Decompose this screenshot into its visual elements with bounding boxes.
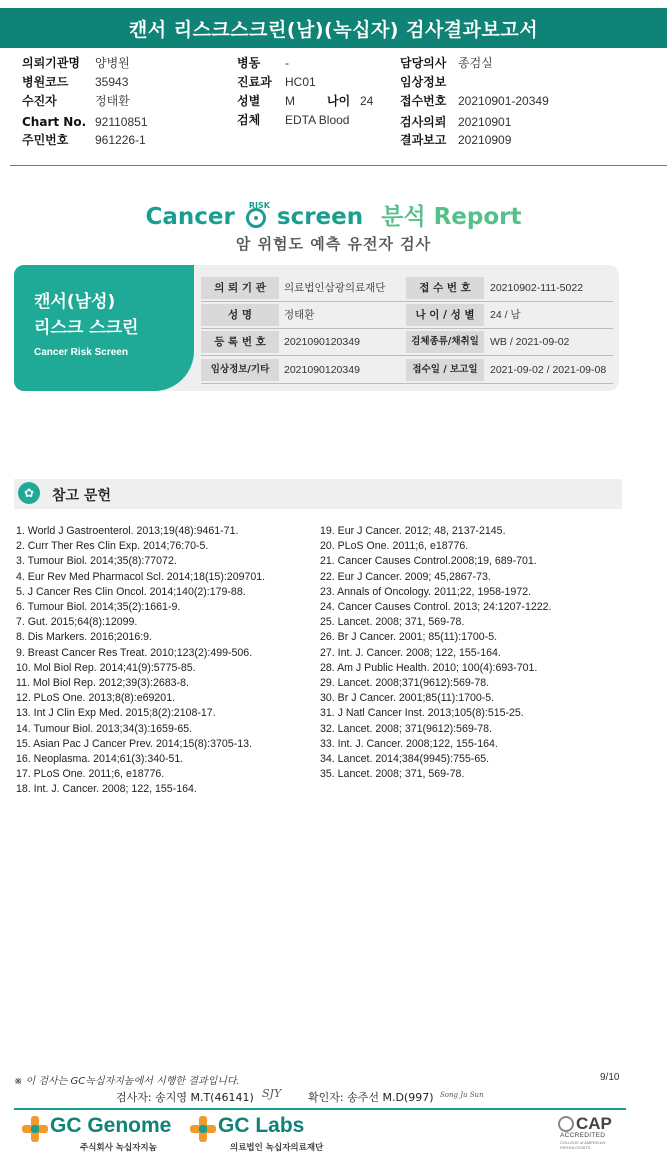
cancer-risk-screen-logo bbox=[0, 198, 667, 231]
receipt-no-value: 20210901-20349 bbox=[458, 94, 549, 108]
request-date-value: 20210901 bbox=[458, 115, 512, 129]
tester-line: 검사자: 송지영 M.T(46141) bbox=[116, 1091, 254, 1104]
product-tab bbox=[14, 265, 194, 391]
page-number: 9/10 bbox=[600, 1072, 620, 1083]
cap-accredited: ACCREDITED bbox=[560, 1132, 606, 1139]
reference-item: 24. Cancer Causes Control. 2013; 24:1207-1222. bbox=[320, 601, 552, 614]
reference-item: 14. Tumour Biol. 2013;34(3):1659-65. bbox=[16, 722, 193, 735]
gc-labs-logo bbox=[190, 1114, 350, 1154]
reference-item: 15. Asian Pac J Cancer Prev. 2014;15(8):3705-13. bbox=[16, 737, 252, 750]
brain-icon: ✿ bbox=[18, 482, 40, 504]
doctor-label: 담당의사 bbox=[400, 56, 447, 70]
reference-item: 6. Tumour Biol. 2014;35(2):1661-9. bbox=[16, 601, 181, 614]
report-title: 캔서 리스크스크린(남)(녹십자) 검사결과보고서 bbox=[128, 18, 539, 41]
reference-item: 19. Eur J Cancer. 2012; 48, 2137-2145. bbox=[320, 525, 506, 537]
card-label-registration: 등 록 번 호 bbox=[201, 331, 279, 353]
card-label-clinical: 임상정보/기타 bbox=[201, 359, 279, 381]
department-label: 진료과 bbox=[237, 75, 272, 89]
hospital-name-value: 양병원 bbox=[95, 56, 130, 70]
reference-item: 20. PLoS One. 2011;6, e18776. bbox=[320, 540, 469, 553]
department-value: HC01 bbox=[285, 75, 316, 89]
resident-no-label: 주민번호 bbox=[22, 133, 69, 147]
card-value-requester: 의료법인삼광의료재단 bbox=[284, 282, 386, 294]
reference-item: 12. PLoS One. 2013;8(8):e69201. bbox=[16, 692, 176, 705]
reference-item: 2. Curr Ther Res Clin Exp. 2014;76:70-5. bbox=[16, 540, 209, 553]
card-value-age-sex: 24 / 남 bbox=[490, 309, 521, 321]
patient-label: 수진자 bbox=[22, 94, 57, 108]
footer-divider bbox=[14, 1108, 626, 1110]
reference-item: 7. Gut. 2015;64(8):12099. bbox=[16, 616, 138, 629]
chart-no-value: 92110851 bbox=[95, 115, 148, 129]
references-list-left bbox=[16, 524, 265, 798]
card-value-registration: 2021090120349 bbox=[284, 336, 360, 348]
logo-analysis-report: 분석 Report bbox=[381, 204, 522, 230]
card-value-dates: 2021-09-02 / 2021-09-08 bbox=[490, 364, 607, 376]
card-row-divider bbox=[201, 328, 613, 329]
receipt-no-label: 접수번호 bbox=[400, 94, 447, 108]
sex-label: 성별 bbox=[237, 94, 261, 108]
chart-no-label: Chart No. bbox=[22, 115, 87, 129]
reference-item: 22. Eur J Cancer. 2009; 45,2867-73. bbox=[320, 570, 491, 583]
report-subtitle: 암 위험도 예측 유전자 검사 bbox=[235, 235, 432, 253]
logo-word-screen: screen bbox=[276, 204, 364, 230]
performed-by-note: ※ 이 검사는 GC녹십자지놈에서 시행한 결과입니다. bbox=[14, 1076, 240, 1087]
reference-item: 5. J Cancer Res Clin Oncol. 2014;140(2):179-88. bbox=[16, 585, 246, 598]
reference-item: 21. Cancer Causes Control.2008;19, 689-701. bbox=[320, 555, 537, 568]
age-label: 나이 bbox=[327, 94, 351, 108]
gc-genome-name: GC Genome bbox=[50, 1114, 172, 1137]
gc-cross-icon bbox=[22, 1116, 48, 1142]
reference-item: 16. Neoplasma. 2014;61(3):340-51. bbox=[16, 753, 184, 766]
gc-labs-sub: 의료법인 녹십자의료재단 bbox=[230, 1143, 324, 1153]
reference-item: 29. Lancet. 2008;371(9612):569-78. bbox=[320, 677, 490, 690]
confirmer-signature: Song Ju Sun bbox=[440, 1091, 484, 1099]
logo-word-cancer: Cancer bbox=[145, 204, 235, 230]
reference-item: 30. Br J Cancer. 2001;85(11):1700-5. bbox=[320, 692, 495, 705]
patient-value: 정태환 bbox=[95, 94, 130, 108]
card-value-specimen: WB / 2021-09-02 bbox=[490, 336, 570, 348]
card-label-specimen: 검체종류/채취일 bbox=[406, 331, 484, 353]
tester-signature: SJY bbox=[262, 1087, 282, 1100]
specimen-label: 검체 bbox=[237, 113, 261, 127]
gc-genome-sub: 주식회사 녹십자지놈 bbox=[80, 1143, 157, 1153]
hospital-name-label: 의뢰기관명 bbox=[22, 56, 80, 70]
product-name-en: Cancer Risk Screen bbox=[34, 347, 128, 358]
ward-value: - bbox=[285, 56, 289, 70]
doctor-value: 종검실 bbox=[458, 56, 493, 70]
product-name-line1: 캔서(남성) bbox=[34, 292, 116, 312]
reference-item: 3. Tumour Biol. 2014;35(8):77072. bbox=[16, 555, 177, 568]
logo-risk-tag: RISK bbox=[248, 200, 270, 210]
reference-item: 18. Int. J. Cancer. 2008; 122, 155-164. bbox=[16, 783, 197, 796]
gc-labs-name: GC Labs bbox=[218, 1114, 305, 1137]
reference-item: 34. Lancet. 2014;384(9945):755-65. bbox=[320, 753, 490, 766]
reference-item: 35. Lancet. 2008; 371, 569-78. bbox=[320, 768, 465, 781]
reference-item: 31. J Natl Cancer Inst. 2013;105(8):515-25. bbox=[320, 707, 524, 720]
risk-target-icon bbox=[246, 200, 270, 228]
sex-value: M bbox=[285, 94, 295, 108]
cap-seal-icon bbox=[558, 1116, 574, 1132]
card-value-name: 정태환 bbox=[284, 309, 315, 321]
reference-item: 25. Lancet. 2008; 371, 569-78. bbox=[320, 616, 465, 629]
ward-label: 병동 bbox=[237, 56, 261, 70]
reference-item: 1. World J Gastroenterol. 2013;19(48):9461-71. bbox=[16, 525, 239, 537]
reference-item: 33. Int. J. Cancer. 2008;122, 155-164. bbox=[320, 737, 498, 750]
specimen-value: EDTA Blood bbox=[285, 113, 350, 127]
reference-item: 10. Mol Biol Rep. 2014;41(9):5775-85. bbox=[16, 661, 196, 674]
reference-item: 17. PLoS One. 2011;6, e18776. bbox=[16, 768, 165, 781]
references-title: 참고 문헌 bbox=[52, 488, 111, 504]
cap-accredited-logo bbox=[558, 1114, 628, 1148]
gc-genome-logo bbox=[22, 1114, 182, 1154]
cap-name: CAP bbox=[576, 1114, 612, 1133]
reference-item: 27. Int. J. Cancer. 2008; 122, 155-164. bbox=[320, 646, 501, 659]
hospital-code-value: 35943 bbox=[95, 75, 129, 89]
reference-item: 9. Breast Cancer Res Treat. 2010;123(2):499-506. bbox=[16, 646, 253, 659]
hospital-code-label: 병원코드 bbox=[22, 75, 69, 89]
reference-item: 26. Br J Cancer. 2001; 85(11):1700-5. bbox=[320, 631, 498, 644]
report-date-label: 결과보고 bbox=[400, 133, 447, 147]
card-label-age-sex: 나 이 / 성 별 bbox=[406, 304, 484, 326]
card-label-receipt: 접 수 번 호 bbox=[406, 277, 484, 299]
cap-small-text: COLLEGE of AMERICAN PATHOLOGISTS bbox=[560, 1140, 606, 1150]
reference-item: 13. Int J Clin Exp Med. 2015;8(2):2108-17. bbox=[16, 707, 216, 720]
reference-item: 28. Am J Public Health. 2010; 100(4):693-701. bbox=[320, 661, 538, 674]
clinical-info-label: 임상정보 bbox=[400, 75, 447, 89]
card-label-name: 성 명 bbox=[201, 304, 279, 326]
patient-header bbox=[0, 52, 667, 164]
reference-item: 11. Mol Biol Rep. 2012;39(3):2683-8. bbox=[16, 677, 189, 690]
age-value: 24 bbox=[360, 94, 374, 108]
resident-no-value: 961226-1 bbox=[95, 133, 146, 147]
reference-item: 8. Dis Markers. 2016;2016:9. bbox=[16, 631, 153, 644]
card-value-receipt: 20210902-111-5022 bbox=[490, 282, 584, 294]
card-row-divider bbox=[201, 301, 613, 302]
product-name-line2: 리스크 스크린 bbox=[34, 318, 139, 338]
reference-item: 32. Lancet. 2008; 371(9612):569-78. bbox=[320, 722, 492, 735]
references-list-right bbox=[320, 524, 551, 782]
report-title-banner bbox=[0, 8, 667, 48]
report-date-value: 20210909 bbox=[458, 133, 512, 147]
card-row-divider bbox=[201, 355, 613, 356]
reference-item: 23. Annals of Oncology. 2011;22, 1958-1972. bbox=[320, 585, 532, 598]
header-divider bbox=[10, 165, 667, 166]
request-date-label: 검사의뢰 bbox=[400, 115, 447, 129]
reference-item: 4. Eur Rev Med Pharmacol Scl. 2014;18(15):209701. bbox=[16, 570, 266, 583]
confirmer-line: 확인자: 송주선 M.D(997) bbox=[308, 1091, 434, 1104]
gc-cross-icon bbox=[190, 1116, 216, 1142]
card-label-dates: 접수일 / 보고일 bbox=[406, 359, 484, 381]
card-value-clinical: 2021090120349 bbox=[284, 364, 360, 376]
card-row-divider bbox=[201, 383, 613, 384]
card-label-requester: 의 뢰 기 관 bbox=[201, 277, 279, 299]
